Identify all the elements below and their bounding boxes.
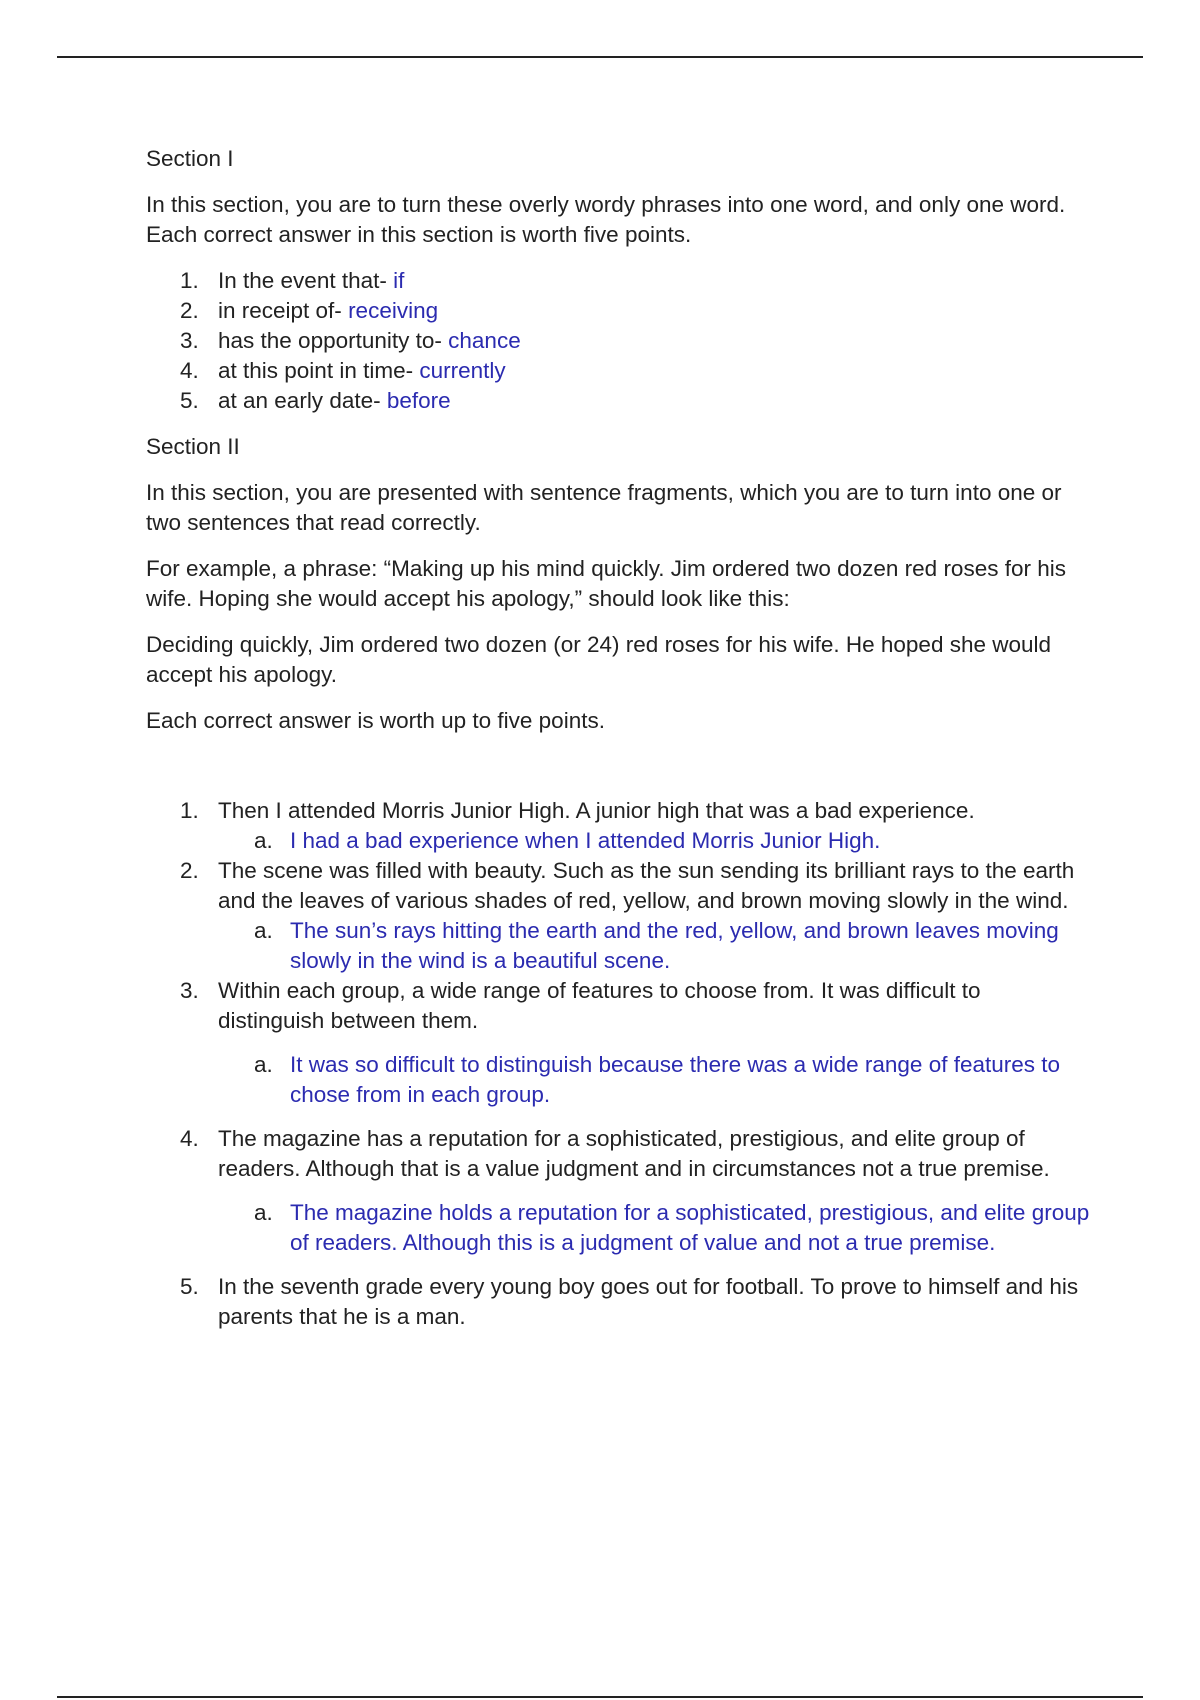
- phrase: at an early date-: [218, 388, 387, 413]
- sub-item: a. The sun’s rays hitting the earth and the red, yellow, and brown leaves moving slowly in the wind is a beautiful scene.: [254, 918, 1059, 973]
- list-item: 5. In the seventh grade every young boy goes out for football. To prove to himself and his parents that he is a man.: [180, 1274, 1079, 1329]
- phrase: has the opportunity to-: [218, 328, 449, 353]
- phrase: at this point in time-: [218, 358, 420, 383]
- section2-intro: In this section, you are presented with sentence fragments, which you are to turn into one or two sentences that read correctly.: [146, 480, 1062, 535]
- phrase: in receipt of-: [218, 298, 349, 323]
- answer: receiving: [348, 298, 439, 323]
- answer: The magazine holds a reputation for a sophisticated, prestigious, and elite group of readers. Although this is a judgment of value and not a true premise.: [290, 1200, 1090, 1255]
- section2-example-answer: Deciding quickly, Jim ordered two dozen (or 24) red roses for his wife. He hoped she would accept his apology.: [146, 632, 1052, 687]
- answer: currently: [419, 358, 506, 383]
- list-item: 1. Then I attended Morris Junior High. A junior high that was a bad experience. a. I had a bad experience when I attended Morris Junior High.: [146, 796, 1091, 856]
- list-item: 2. in receipt of- receiving: [180, 298, 439, 323]
- section2-list: [146, 796, 1091, 1332]
- list-item: 4. The magazine has a reputation for a sophisticated, prestigious, and elite group of readers. Although that is a value judgment and in circumstances not a true premise. a. The magazine holds a reputation for a sophisticated, prestigious, and elite group of readers. Although this is a judgment of value and not a true premise.: [146, 1124, 1091, 1258]
- section1-heading: Section I: [146, 146, 234, 171]
- fragment-text: In the seventh grade every young boy goes out for football. To prove to himself and his parents that he is a man.: [218, 1274, 1079, 1329]
- section1-list: [146, 266, 1091, 416]
- sub-item: a. I had a bad experience when I attended Morris Junior High.: [254, 828, 881, 853]
- sub-item: a. The magazine holds a reputation for a sophisticated, prestigious, and elite group of readers. Although this is a judgment of value and not a true premise.: [254, 1200, 1090, 1255]
- fragment-text: The scene was filled with beauty. Such as the sun sending its brilliant rays to the earth and the leaves of various shades of red, yellow, and brown moving slowly in the wind.: [218, 858, 1075, 913]
- list-item: 3. Within each group, a wide range of features to choose from. It was difficult to distinguish between them. a. It was so difficult to distinguish because there was a wide range of features to chose from in each group.: [146, 976, 1091, 1110]
- top-rule: [57, 56, 1143, 58]
- list-item: 3. has the opportunity to- chance: [180, 328, 521, 353]
- list-item: 4. at this point in time- currently: [180, 358, 506, 383]
- answer: The sun’s rays hitting the earth and the red, yellow, and brown leaves moving slowly in the wind is a beautiful scene.: [290, 918, 1059, 973]
- answer: It was so difficult to distinguish because there was a wide range of features to chose from in each group.: [290, 1052, 1061, 1107]
- list-item: 5. at an early date- before: [180, 388, 451, 413]
- answer: chance: [448, 328, 521, 353]
- section2-points-note: Each correct answer is worth up to five points.: [146, 708, 605, 733]
- document-body: [146, 144, 1091, 1348]
- sub-item: a. It was so difficult to distinguish because there was a wide range of features to chose from in each group.: [254, 1052, 1061, 1107]
- fragment-text: Within each group, a wide range of features to choose from. It was difficult to distinguish between them.: [218, 978, 981, 1033]
- answer: I had a bad experience when I attended Morris Junior High.: [290, 828, 881, 853]
- fragment-text: Then I attended Morris Junior High. A junior high that was a bad experience.: [218, 798, 975, 823]
- list-item: 2. The scene was filled with beauty. Such as the sun sending its brilliant rays to the earth and the leaves of various shades of red, yellow, and brown moving slowly in the wind. a. The sun’s rays hitting the earth and the red, yellow, and brown leaves moving slowly in the wind is a beautiful scene.: [146, 856, 1091, 976]
- bottom-rule: [57, 1696, 1143, 1698]
- answer: if: [393, 268, 405, 293]
- section2-example: For example, a phrase: “Making up his mind quickly. Jim ordered two dozen red roses for his wife. Hoping she would accept his apology,” should look like this:: [146, 556, 1066, 611]
- phrase: In the event that-: [218, 268, 394, 293]
- fragment-text: The magazine has a reputation for a sophisticated, prestigious, and elite group of readers. Although that is a value judgment and in circumstances not a true premise.: [218, 1126, 1050, 1181]
- section1-intro: In this section, you are to turn these overly wordy phrases into one word, and only one word. Each correct answer in this section is worth five points.: [146, 192, 1066, 247]
- list-item: 1. In the event that- if: [180, 268, 405, 293]
- section2-heading: Section II: [146, 434, 240, 459]
- spacer: [146, 752, 1091, 796]
- answer: before: [386, 388, 451, 413]
